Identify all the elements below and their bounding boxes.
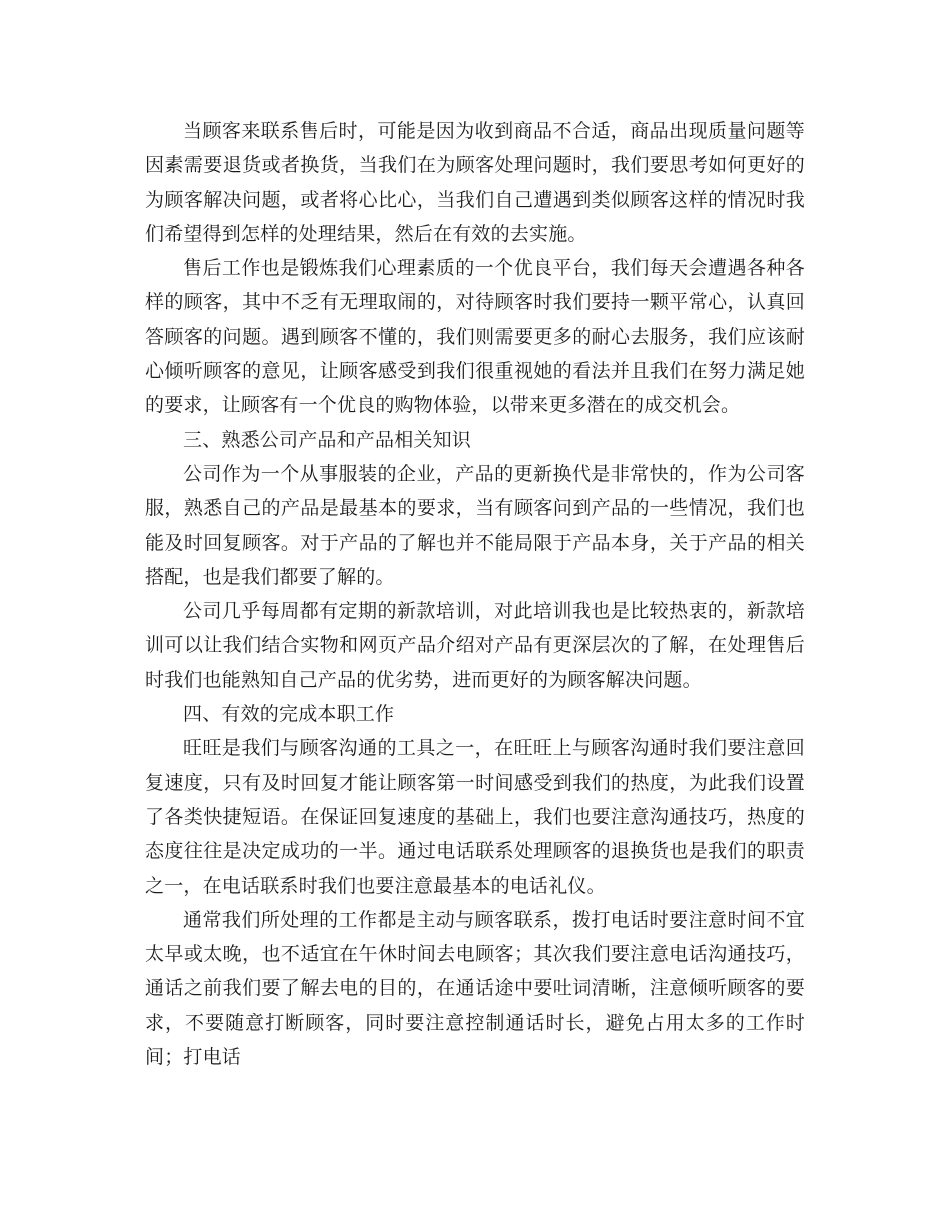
paragraph-phone-communication: 通常我们所处理的工作都是主动与顾客联系，拨打电话时要注意时间不宜太早或太晚，也不适宜在午休时间去电顾客；其次我们要注意电话沟通技巧，通话之前我们要了解去电的目的，在通话途中要吐词清晰，注意倾听顾客的要求，不要随意打断顾客，同时要注意控制通话时长，避免占用太多的工作时间；打电话 — [145, 908, 805, 1069]
paragraph-product-knowledge: 公司作为一个从事服装的企业，产品的更新换代是非常快的，作为公司客服，熟悉自己的产品是最基本的要求，当有顾客问到产品的一些情况，我们也能及时回复顾客。对于产品的了解也并不能局限于产品本身，关于产品的相关搭配，也是我们都要了解的。 — [145, 462, 805, 588]
paragraph-wangwang-communication: 旺旺是我们与顾客沟通的工具之一，在旺旺上与顾客沟通时我们要注意回复速度，只有及时回复才能让顾客第一时间感受到我们的热度，为此我们设置了各类快捷短语。在保证回复速度的基础上，我们也要注意沟通技巧，热度的态度往往是决定成功的一半。通过电话联系处理顾客的退换货也是我们的职责之一，在电话联系时我们也要注意最基本的电话礼仪。 — [145, 737, 805, 897]
paragraph-after-sales-handling: 当顾客来联系售后时，可能是因为收到商品不合适，商品出现质量问题等因素需要退货或者换货，当我们在为顾客处理问题时，我们要思考如何更好的为顾客解决问题，或者将心比心，当我们自己遭遇到类似顾客这样的情况时我们希望得到怎样的处理结果，然后在有效的去实施。 — [145, 120, 805, 245]
section-heading-effective-work: 四、有效的完成本职工作 — [183, 703, 395, 726]
paragraph-after-sales-mindset: 售后工作也是锻炼我们心理素质的一个优良平台，我们每天会遭遇各种各样的顾客，其中不乏有无理取闹的，对待顾客时我们要持一颗平常心，认真回答顾客的问题。遇到顾客不懂的，我们则需要更多的耐心去服务，我们应该耐心倾听顾客的意见，让顾客感受到我们很重视她的看法并且我们在努力满足她的要求，让顾客有一个优良的购物体验，以带来更多潜在的成交机会。 — [145, 257, 805, 417]
paragraph-new-product-training: 公司几乎每周都有定期的新款培训，对此培训我也是比较热衷的，新款培训可以让我们结合实物和网页产品介绍对产品有更深层次的了解，在处理售后时我们也能熟知自己产品的优劣势，进而更好的为顾客解决问题。 — [145, 600, 805, 691]
section-heading-product-knowledge: 三、熟悉公司产品和产品相关知识 — [183, 428, 472, 451]
document-body — [145, 114, 805, 1074]
